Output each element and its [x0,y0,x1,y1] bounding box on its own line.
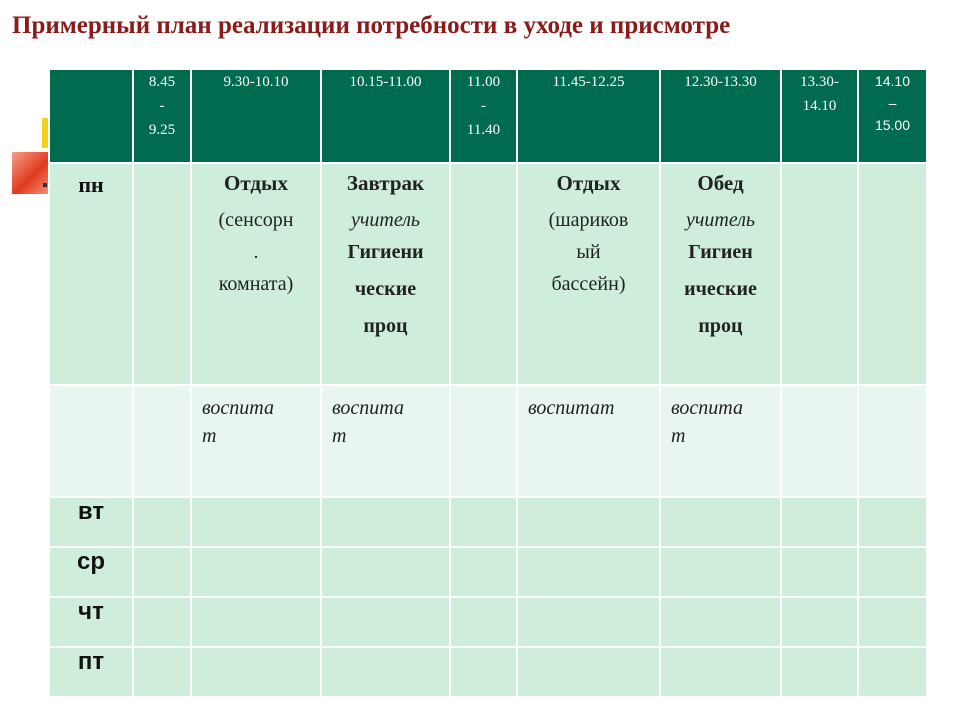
table-cell [517,497,660,547]
activity-extra: Гигиен ические проц [684,241,757,337]
table-cell-rest-ballpool [517,163,660,385]
table-cell [781,497,858,547]
table-cell [781,385,858,497]
staff-cell: воспитат [517,385,660,497]
table-cell [450,163,517,385]
table-cell [133,547,191,597]
table-row-friday [49,647,927,697]
table-cell [450,385,517,497]
table-cell [660,597,781,647]
header-cell-corner [49,69,133,163]
table-cell [858,547,927,597]
staff-cell: воспита т [660,385,781,497]
header-row [49,69,927,163]
table-cell-breakfast [321,163,450,385]
table-cell [858,647,927,697]
table-row-monday [49,163,927,385]
activity-title: Отдых [556,171,621,195]
table-cell [858,163,927,385]
activity-title: Отдых [224,171,288,195]
table-cell [133,497,191,547]
table-cell [321,497,450,547]
table-cell [191,497,321,547]
activity-note: (шариков ый бассейн) [548,209,629,295]
schedule-table [48,68,928,698]
activity-role: учитель [350,209,421,231]
table-row-thursday [49,597,927,647]
table-cell [133,163,191,385]
table-cell [191,547,321,597]
staff-cell: воспита т [191,385,321,497]
activity-title: Обед [697,171,744,195]
header-cell-time: 14.10 – 15.00 [858,69,927,163]
table-row-wednesday [49,547,927,597]
table-cell [133,597,191,647]
table-cell [660,547,781,597]
decorative-red-block [12,152,52,194]
header-cell-time: 13.30- 14.10 [781,69,858,163]
table-cell [858,597,927,647]
table-cell [49,385,133,497]
table-cell [450,647,517,697]
table-cell [191,647,321,697]
table-cell-lunch [660,163,781,385]
table-cell [450,597,517,647]
table-cell [858,497,927,547]
table-cell [321,647,450,697]
table-cell [450,547,517,597]
table-row-monday-staff [49,385,927,497]
activity-title: Завтрак [346,171,425,195]
decorative-bullet [43,183,47,187]
day-label-monday: пн [49,163,133,385]
table-cell [191,597,321,647]
day-label-friday: пт [49,647,133,697]
header-cell-time: 11.00 - 11.40 [450,69,517,163]
table-cell [321,547,450,597]
page-title: Примерный план реализации потребности в уходе и присмотре [12,12,731,39]
table-cell [450,497,517,547]
table-cell [781,647,858,697]
activity-extra: Гигиени ческие проц [347,241,424,337]
table-cell [660,497,781,547]
table-cell [781,163,858,385]
table-cell [133,647,191,697]
table-cell [133,385,191,497]
table-cell [321,597,450,647]
header-cell-time: 10.15-11.00 [321,69,450,163]
header-cell-time: 11.45-12.25 [517,69,660,163]
table-cell [517,647,660,697]
activity-note: (сенсорн . комната) [218,209,294,295]
header-cell-time: 12.30-13.30 [660,69,781,163]
day-label-thursday: чт [49,597,133,647]
table-cell [517,597,660,647]
day-label-wednesday: ср [49,547,133,597]
header-cell-time: 9.30-10.10 [191,69,321,163]
table-row-tuesday [49,497,927,547]
table-cell [781,547,858,597]
table-cell [781,597,858,647]
header-cell-time: 8.45 - 9.25 [133,69,191,163]
table-cell [517,547,660,597]
day-label-tuesday: вт [49,497,133,547]
activity-role: учитель [685,209,756,231]
staff-cell: воспита т [321,385,450,497]
table-cell-rest-sensory [191,163,321,385]
table-cell [660,647,781,697]
table-cell [858,385,927,497]
